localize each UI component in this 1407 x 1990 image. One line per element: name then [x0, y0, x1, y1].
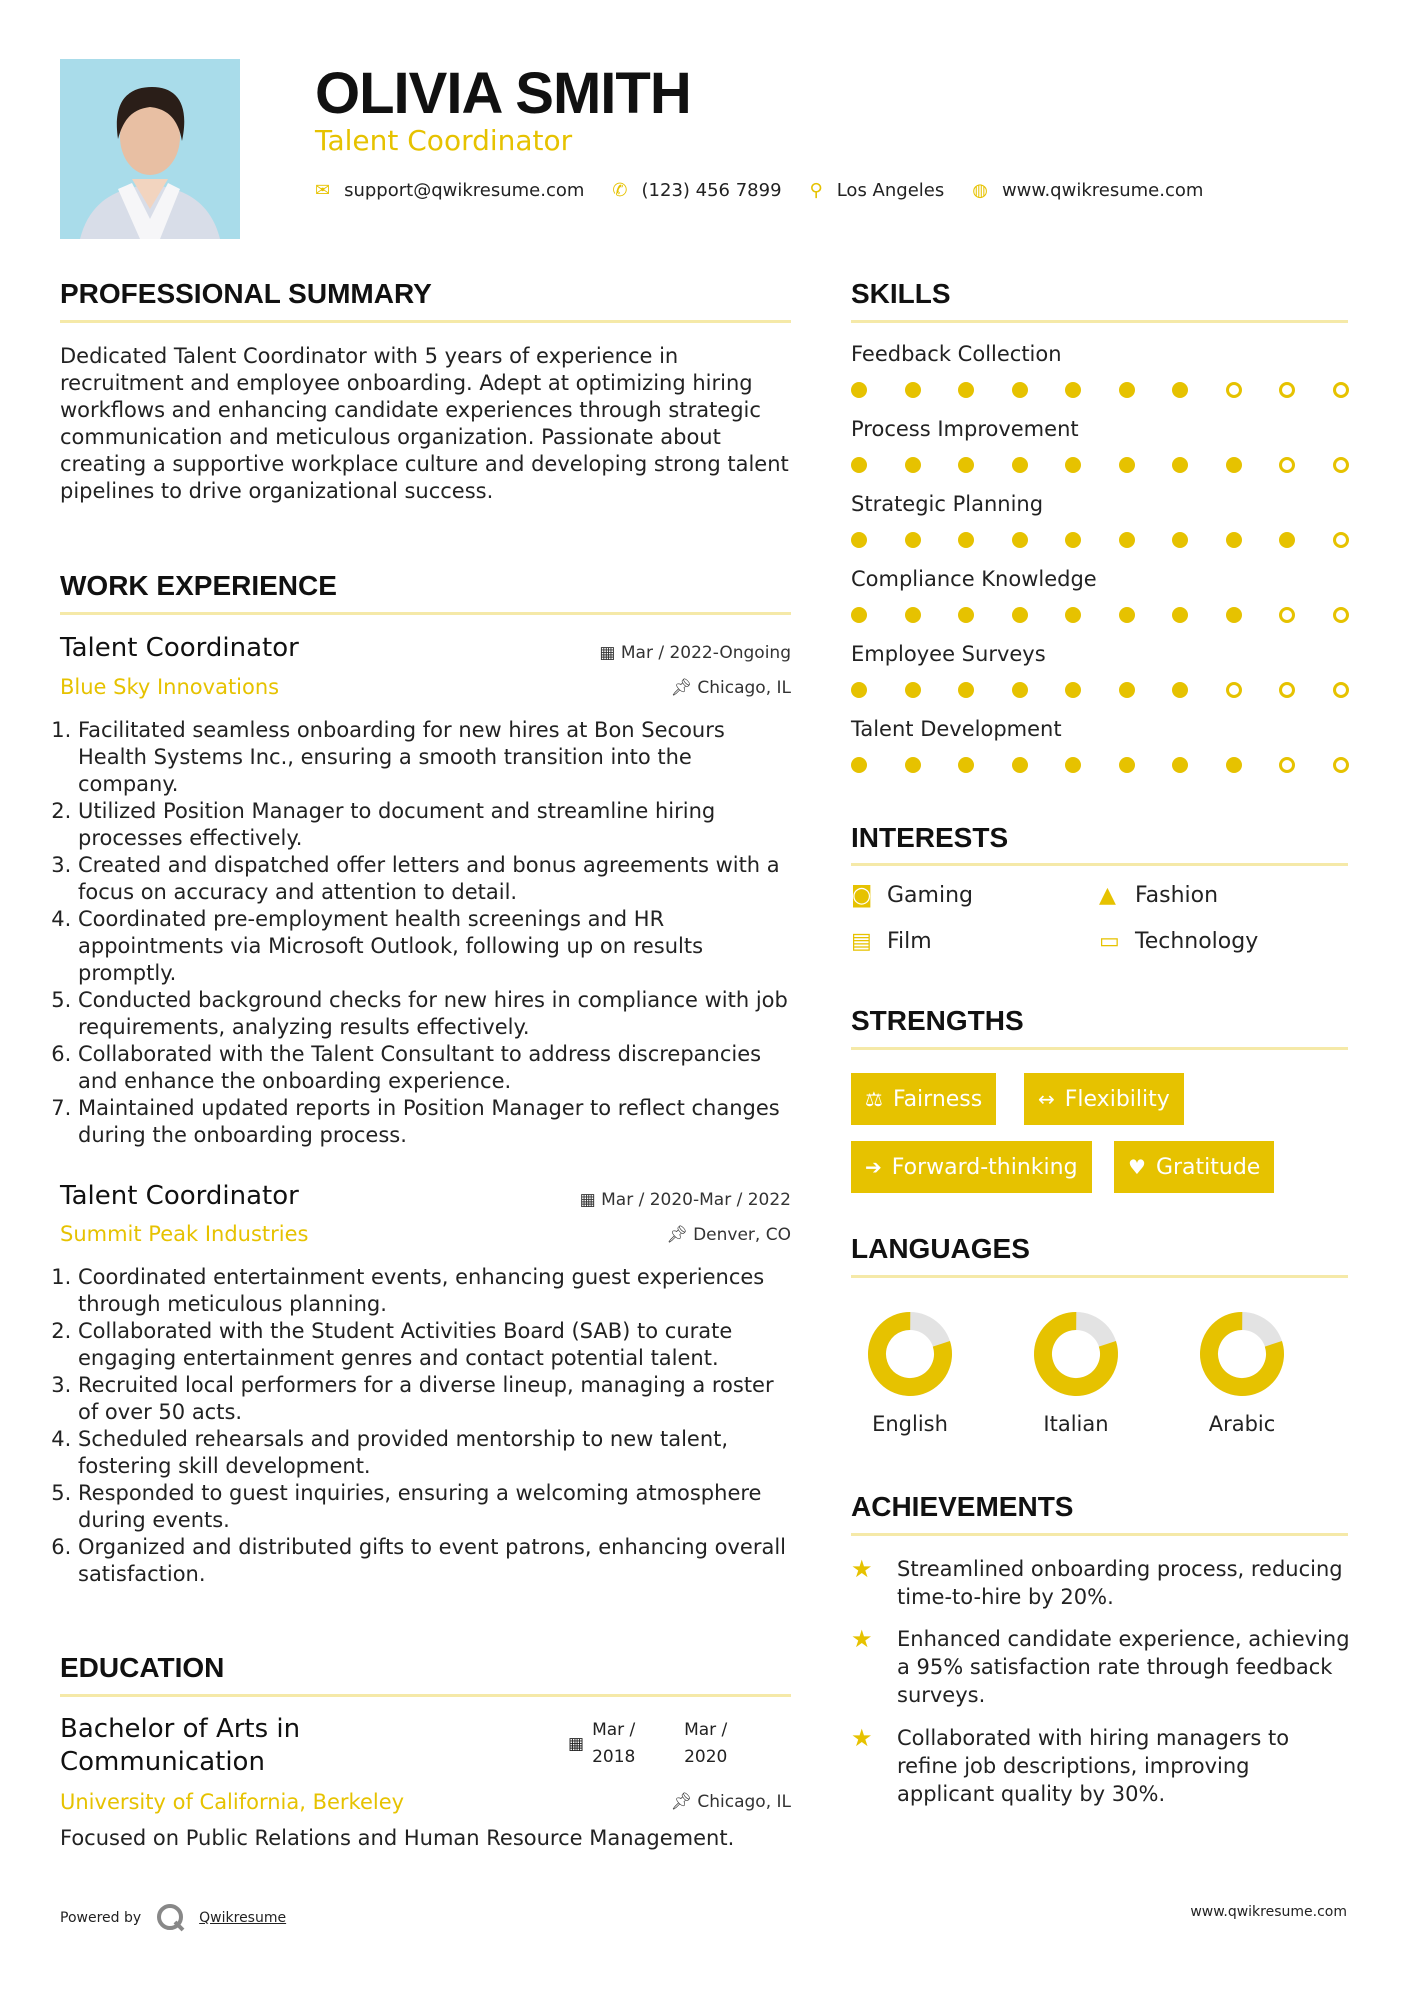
rating-dot-filled	[1172, 532, 1188, 548]
job-bullets	[60, 1264, 798, 1588]
footer-powered	[60, 1902, 286, 1934]
rating-dot-filled	[1226, 532, 1242, 548]
achievement-item	[851, 1555, 1351, 1611]
rating-dot-filled	[958, 532, 974, 548]
rating-dot-filled	[1065, 757, 1081, 773]
summary-text: Dedicated Talent Coordinator with 5 years of experience in recruitment and employee onboarding. Adept at optimizing hiring workflows and enhancing candidate experiences through strategic communication and meticulous organization. Passionate about creating a supportive workplace culture and developing strong talent pipelines to drive organizational success.	[60, 344, 789, 503]
language-name: English	[872, 1412, 948, 1436]
rating-dot-filled	[905, 682, 921, 698]
footer-brand-link[interactable]: Qwikresume	[199, 1910, 287, 1926]
phone-icon: ✆	[612, 180, 628, 201]
rating-dot-filled	[1226, 607, 1242, 623]
language-ring	[1197, 1309, 1287, 1399]
strength-tag	[851, 1073, 996, 1125]
globe-icon: ◍	[972, 180, 988, 201]
rating-dot-filled	[851, 607, 867, 623]
star-icon: ★	[851, 1625, 873, 1653]
rating-dot-filled	[851, 757, 867, 773]
skill-rating	[851, 682, 1349, 698]
strength-label: Fairness	[892, 1086, 983, 1112]
skill-name: Strategic Planning	[851, 492, 1044, 516]
rating-dot-empty	[1279, 457, 1295, 473]
rating-dot-empty	[1279, 682, 1295, 698]
interest-label: Fashion	[1135, 883, 1219, 908]
rating-dot-filled	[958, 382, 974, 398]
education-heading: EDUCATION	[60, 1652, 225, 1683]
calendar-icon: ▦	[568, 1734, 585, 1754]
language-name: Arabic	[1208, 1412, 1276, 1436]
job-location	[670, 678, 791, 698]
interest-label: Film	[887, 929, 932, 954]
skill-rating	[851, 532, 1349, 548]
rating-dot-filled	[1172, 457, 1188, 473]
rating-dot-empty	[1333, 457, 1349, 473]
education-end: Mar / 2020	[684, 1720, 728, 1767]
rating-dot-filled	[958, 457, 974, 473]
interest-film	[851, 929, 932, 954]
rating-dot-empty	[1333, 382, 1349, 398]
job-dates-text: Mar / 2022-Ongoing	[620, 643, 791, 663]
film-icon: ▤	[851, 929, 872, 954]
rating-dot-empty	[1226, 382, 1242, 398]
languages-rule	[851, 1275, 1348, 1278]
rating-dot-filled	[1012, 382, 1028, 398]
list-item: 6. Collaborated with the Talent Consultant to address discrepancies and enhance the onboarding experience.	[78, 1041, 798, 1095]
achievement-item	[851, 1724, 1351, 1808]
qwikresume-logo-icon	[155, 1902, 187, 1934]
contact-website[interactable]: www.qwikresume.com	[1001, 180, 1204, 201]
rating-dot-filled	[851, 382, 867, 398]
interest-technology	[1099, 929, 1258, 954]
avatar	[60, 59, 240, 239]
calendar-icon: ▦	[579, 1190, 602, 1210]
rating-dot-filled	[905, 757, 921, 773]
degree-title: Bachelor of Arts in Communication	[60, 1714, 301, 1777]
interest-fashion	[1099, 883, 1218, 908]
powered-by-label: Powered by	[60, 1910, 142, 1926]
profile-photo	[60, 59, 240, 239]
education-rule	[60, 1694, 791, 1697]
rating-dot-filled	[1065, 382, 1081, 398]
rating-dot-filled	[1119, 457, 1135, 473]
list-item: 2. Collaborated with the Student Activities Board (SAB) to curate engaging entertainment genres and contact potential talent.	[78, 1318, 798, 1372]
pushpin-icon: 📌︎	[670, 1792, 698, 1812]
rating-dot-filled	[1226, 757, 1242, 773]
interests-heading: INTERESTS	[851, 822, 1009, 853]
list-item: 4. Scheduled rehearsals and provided mentorship to new talent, fostering skill development.	[78, 1426, 798, 1480]
rating-dot-filled	[958, 757, 974, 773]
contact-location: Los Angeles	[836, 180, 945, 201]
rating-dot-empty	[1333, 532, 1349, 548]
skill-name: Feedback Collection	[851, 342, 1062, 366]
job-location	[666, 1225, 791, 1245]
achievements-heading: ACHIEVEMENTS	[851, 1491, 1074, 1522]
contact-bar	[315, 180, 1231, 201]
skill-name: Process Improvement	[851, 417, 1079, 441]
rating-dot-filled	[1012, 757, 1028, 773]
rating-dot-empty	[1279, 382, 1295, 398]
language-ring	[1031, 1309, 1121, 1399]
strength-label: Flexibility	[1064, 1086, 1170, 1112]
strength-label: Forward-thinking	[891, 1154, 1078, 1180]
rating-dot-filled	[905, 457, 921, 473]
language-name: Italian	[1043, 1412, 1109, 1436]
rating-dot-filled	[1065, 532, 1081, 548]
footer-site-link[interactable]: www.qwikresume.com	[1190, 1904, 1347, 1920]
skills-heading: SKILLS	[851, 278, 951, 309]
strength-tag	[1024, 1073, 1184, 1125]
skill-name: Talent Development	[851, 717, 1062, 741]
list-item: 1. Coordinated entertainment events, enhancing guest experiences through meticulous planning.	[78, 1264, 798, 1318]
balance-scale-icon: ⚖	[865, 1087, 883, 1111]
rating-dot-filled	[851, 457, 867, 473]
rating-dot-filled	[851, 532, 867, 548]
rating-dot-filled	[905, 532, 921, 548]
rating-dot-filled	[1119, 682, 1135, 698]
interest-gaming	[851, 883, 973, 908]
rating-dot-filled	[1279, 532, 1295, 548]
skill-name: Compliance Knowledge	[851, 567, 1097, 591]
strength-tag	[1114, 1141, 1274, 1193]
language-ring	[865, 1309, 955, 1399]
job-dates	[580, 1190, 791, 1210]
rating-dot-filled	[1119, 757, 1135, 773]
skills-rule	[851, 320, 1348, 323]
achievement-text: Collaborated with hiring managers to refine job descriptions, improving applicant quality by 30%.	[897, 1726, 1290, 1806]
rating-dot-filled	[1172, 382, 1188, 398]
rating-dot-empty	[1333, 682, 1349, 698]
achievement-text: Streamlined onboarding process, reducing time-to-hire by 20%.	[897, 1557, 1343, 1609]
rating-dot-filled	[851, 682, 867, 698]
education-school: University of California, Berkeley	[60, 1790, 405, 1814]
rating-dot-filled	[1012, 532, 1028, 548]
list-item: 6. Organized and distributed gifts to event patrons, enhancing overall satisfaction.	[78, 1534, 798, 1588]
contact-email[interactable]: support@qwikresume.com	[344, 180, 585, 201]
arrow-right-icon: ➔	[865, 1155, 882, 1179]
rating-dot-filled	[1172, 757, 1188, 773]
arrows-horizontal-icon: ↔	[1038, 1087, 1055, 1111]
contact-phone[interactable]: (123) 456 7899	[641, 180, 782, 201]
interests-rule	[851, 863, 1348, 866]
rating-dot-filled	[1119, 532, 1135, 548]
job-dates-text: Mar / 2020-Mar / 2022	[601, 1190, 791, 1210]
strengths-heading: STRENGTHS	[851, 1005, 1024, 1036]
calendar-icon: ▦	[599, 643, 621, 663]
job-title: Talent Coordinator	[60, 633, 299, 663]
strengths-rule	[851, 1047, 1348, 1050]
heart-icon: ♥	[1128, 1155, 1146, 1179]
candidate-role: Talent Coordinator	[315, 124, 573, 157]
strength-label: Gratitude	[1155, 1154, 1261, 1180]
skill-name: Employee Surveys	[851, 642, 1046, 666]
rating-dot-empty	[1333, 607, 1349, 623]
achievements-rule	[851, 1533, 1348, 1536]
rating-dot-filled	[1065, 682, 1081, 698]
rating-dot-filled	[1119, 382, 1135, 398]
star-icon: ★	[851, 1555, 873, 1583]
job-bullets	[60, 717, 798, 1149]
rating-dot-empty	[1226, 682, 1242, 698]
gamepad-icon: ◙	[851, 883, 873, 908]
rating-dot-filled	[1012, 682, 1028, 698]
job-company: Summit Peak Industries	[60, 1222, 309, 1246]
job-location-text: Chicago, IL	[697, 678, 791, 698]
skill-rating	[851, 757, 1349, 773]
strength-tag	[851, 1141, 1092, 1193]
job-dates	[599, 643, 791, 663]
summary-rule	[60, 320, 791, 323]
interest-label: Technology	[1135, 929, 1259, 954]
pushpin-icon: 📌︎	[666, 1225, 694, 1245]
skill-rating	[851, 607, 1349, 623]
skill-rating	[851, 457, 1349, 473]
experience-heading: WORK EXPERIENCE	[60, 570, 337, 601]
rating-dot-filled	[1012, 607, 1028, 623]
list-item: 3. Created and dispatched offer letters and bonus agreements with a focus on accuracy and attention to detail.	[78, 852, 798, 906]
rating-dot-filled	[1119, 607, 1135, 623]
laptop-icon: ▭	[1099, 929, 1120, 954]
list-item: 1. Facilitated seamless onboarding for new hires at Bon Secours Health Systems Inc., ensuring a smooth transition into the company.	[78, 717, 798, 798]
list-item: 3. Recruited local performers for a diverse lineup, managing a roster of over 50 acts.	[78, 1372, 798, 1426]
education-location-text: Chicago, IL	[697, 1792, 791, 1812]
star-icon: ★	[851, 1724, 873, 1752]
education-start: Mar / 2018	[592, 1720, 636, 1767]
rating-dot-filled	[958, 682, 974, 698]
list-item: 7. Maintained updated reports in Position Manager to reflect changes during the onboarding process.	[78, 1095, 798, 1149]
bag-icon: ▲	[1099, 883, 1116, 908]
list-item: 5. Responded to guest inquiries, ensuring a welcoming atmosphere during events.	[78, 1480, 798, 1534]
rating-dot-filled	[1012, 457, 1028, 473]
rating-dot-empty	[1333, 757, 1349, 773]
achievement-item	[851, 1625, 1351, 1709]
rating-dot-filled	[1065, 457, 1081, 473]
list-item: 5. Conducted background checks for new hires in compliance with job requirements, analyzing results effectively.	[78, 987, 798, 1041]
rating-dot-empty	[1279, 757, 1295, 773]
education-note: Focused on Public Relations and Human Resource Management.	[60, 1826, 735, 1850]
rating-dot-filled	[1226, 457, 1242, 473]
job-company: Blue Sky Innovations	[60, 675, 280, 699]
summary-heading: PROFESSIONAL SUMMARY	[60, 278, 432, 309]
skill-rating	[851, 382, 1349, 398]
rating-dot-filled	[1065, 607, 1081, 623]
rating-dot-filled	[958, 607, 974, 623]
job-location-text: Denver, CO	[693, 1225, 791, 1245]
languages-heading: LANGUAGES	[851, 1233, 1030, 1264]
email-icon: ✉	[315, 180, 331, 201]
rating-dot-filled	[1172, 682, 1188, 698]
experience-rule	[60, 612, 791, 615]
interest-label: Gaming	[887, 883, 973, 908]
rating-dot-empty	[1279, 607, 1295, 623]
list-item: 2. Utilized Position Manager to document and streamline hiring processes effectively.	[78, 798, 798, 852]
pushpin-icon: 📌︎	[670, 678, 698, 698]
education-dates	[568, 1717, 744, 1771]
education-location	[670, 1792, 791, 1812]
rating-dot-filled	[905, 607, 921, 623]
rating-dot-filled	[1172, 607, 1188, 623]
list-item: 4. Coordinated pre-employment health screenings and HR appointments via Microsoft Outlook, following up on results promptly.	[78, 906, 798, 987]
job-title: Talent Coordinator	[60, 1181, 299, 1211]
achievement-text: Enhanced candidate experience, achieving a 95% satisfaction rate through feedback surveys.	[897, 1627, 1350, 1707]
rating-dot-filled	[905, 382, 921, 398]
location-pin-icon: ⚲	[809, 180, 823, 201]
candidate-name: OLIVIA SMITH	[315, 61, 691, 126]
